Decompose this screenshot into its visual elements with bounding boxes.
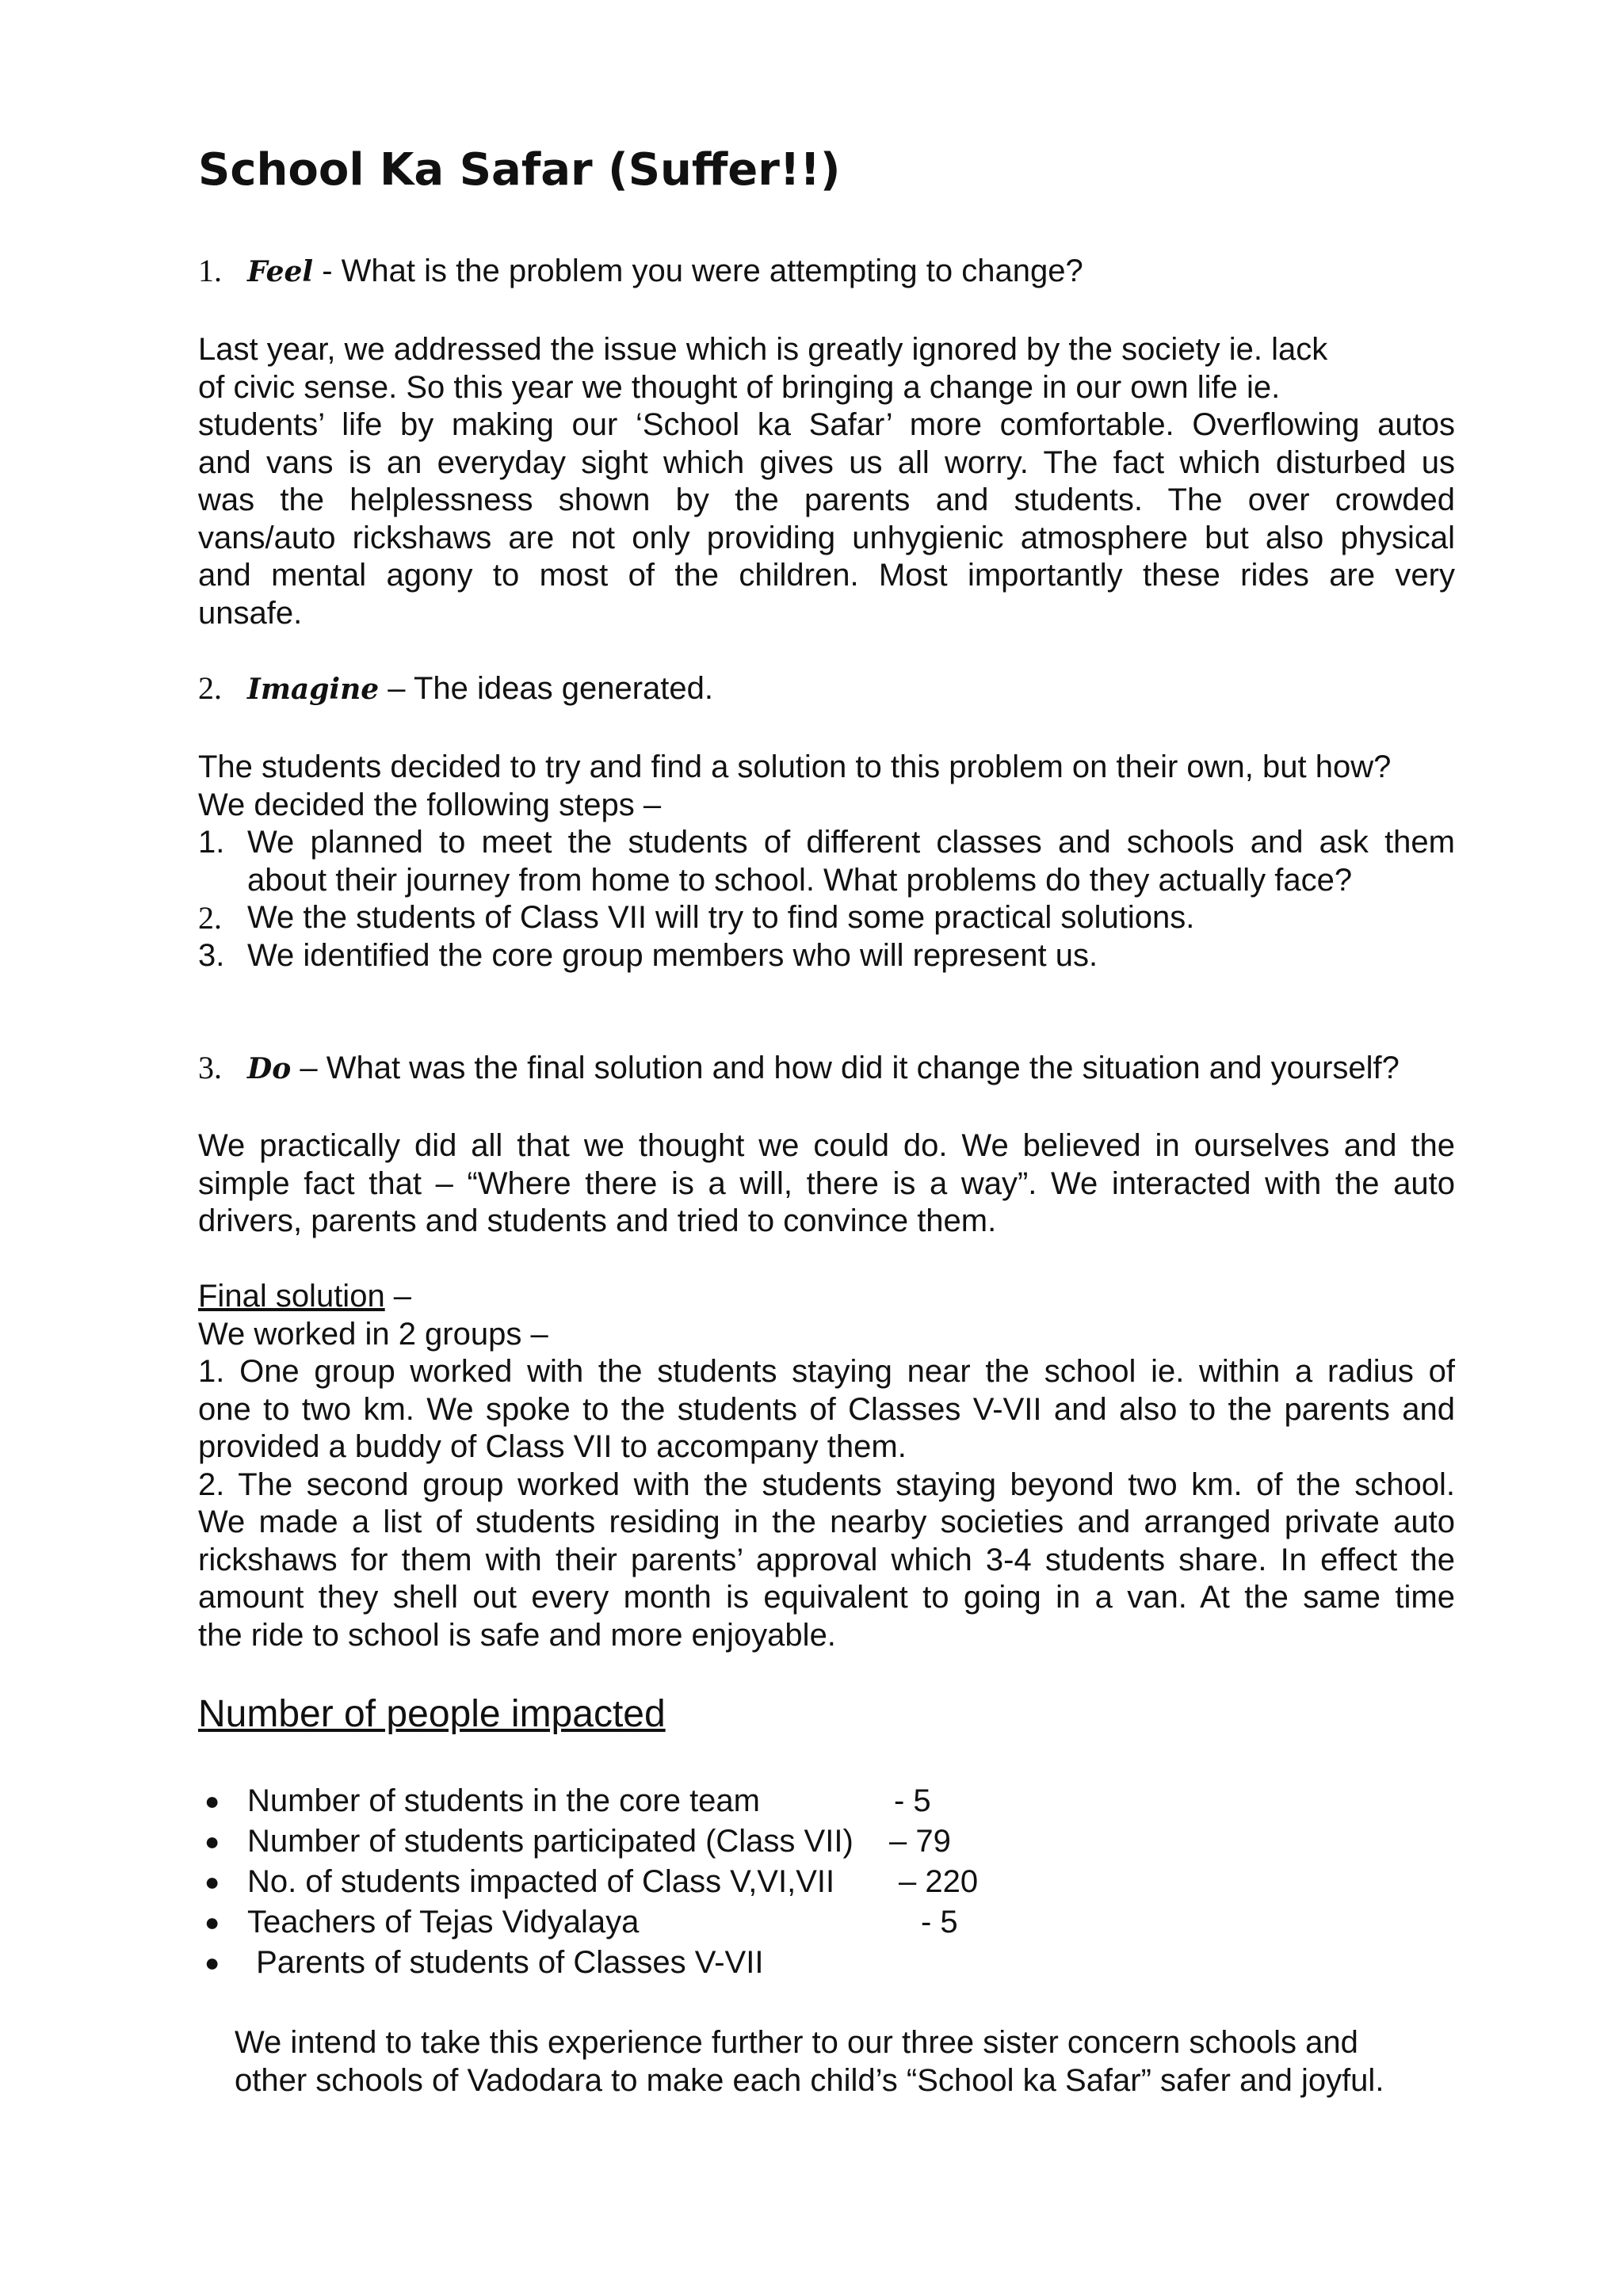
paragraph-line: 1. One group worked with the students staying near the school ie. within a radius of xyxy=(198,1354,1455,1389)
paragraph-line: We intend to take this experience further to our three sister concern schools and xyxy=(235,2025,1358,2060)
section-imagine-heading xyxy=(198,669,713,708)
list-item-line: We planned to meet the students of different classes and schools and ask them xyxy=(247,825,1455,860)
list-item xyxy=(198,937,1455,975)
paragraph-line: We practically did all that we thought we could do. We believed in ourselves and the xyxy=(198,1128,1455,1163)
paragraph-line: and vans is an everyday sight which gives us all worry. The fact which disturbed us xyxy=(198,444,1455,480)
paragraph-line: of civic sense. So this year we thought of bringing a change in our own life ie. xyxy=(198,369,1281,405)
imagine-intro xyxy=(198,749,1455,824)
paragraph-line: drivers, parents and students and tried to convince them. xyxy=(198,1203,997,1238)
section-question: - What is the problem you were attempting to change? xyxy=(313,254,1083,288)
paragraph-line: vans/auto rickshaws are not only providing unhygienic atmosphere but also physical xyxy=(198,520,1455,555)
imagine-steps-list xyxy=(198,824,1455,974)
paragraph-line: and mental agony to most of the children. Most importantly these rides are very xyxy=(198,558,1455,593)
paragraph-line: simple fact that – “Where there is a will, there is a way”. We interacted with the auto xyxy=(198,1165,1455,1201)
paragraph-line: We decided the following steps – xyxy=(198,787,662,822)
impact-label: No. of students impacted of Class V,VI,VII xyxy=(247,1864,835,1899)
feel-paragraph xyxy=(198,331,1455,632)
paragraph-line: was the helplessness shown by the parents and students. The over crowded xyxy=(198,482,1455,517)
list-item-line: We the students of Class VII will try to find some practical solutions. xyxy=(247,900,1195,935)
paragraph-line: Last year, we addressed the issue which is greatly ignored by the society ie. lack xyxy=(198,332,1328,367)
impact-label: Teachers of Tejas Vidyalaya xyxy=(247,1905,640,1939)
section-feel-heading xyxy=(198,252,1083,291)
paragraph-line: provided a buddy of Class VII to accompany them. xyxy=(198,1429,907,1464)
list-item xyxy=(198,824,1455,899)
final-solution-label-line xyxy=(198,1278,1455,1316)
do-paragraph xyxy=(198,1127,1455,1241)
impact-label: Parents of students of Classes V-VII xyxy=(247,1945,764,1980)
paragraph-line: the ride to school is safe and more enjoyable. xyxy=(198,1617,836,1653)
impact-value: - 5 xyxy=(894,1783,931,1818)
bullet-icon: ● xyxy=(204,1908,220,1936)
list-item-line: We identified the core group members who will represent us. xyxy=(247,937,1098,973)
paragraph-line: other schools of Vadodara to make each child’s “School ka Safar” safer and joyful. xyxy=(235,2062,1384,2098)
paragraph-line: We worked in 2 groups – xyxy=(198,1316,548,1352)
list-number: 2. xyxy=(198,900,222,936)
list-item xyxy=(198,899,1455,937)
impact-label: Number of students participated (Class VII) xyxy=(247,1824,854,1859)
list-number: 1. xyxy=(198,825,225,860)
paragraph-line: rickshaws for them with their parents’ approval which 3-4 students share. In effect the xyxy=(198,1542,1455,1577)
bullet-icon: ● xyxy=(204,1827,220,1855)
section-keyword: Imagine xyxy=(247,673,380,706)
final-solution-label: Final solution xyxy=(198,1279,385,1314)
section-keyword: Do xyxy=(247,1052,292,1085)
page-title: School Ka Safar (Suffer!!) xyxy=(198,144,841,196)
paragraph-line: one to two km. We spoke to the students of Classes V-VII and also to the parents and xyxy=(198,1391,1455,1427)
impact-heading: Number of people impacted xyxy=(198,1693,666,1735)
final-solution-block xyxy=(198,1278,1455,1654)
impact-value: - 5 xyxy=(921,1905,958,1939)
paragraph-line: unsafe. xyxy=(198,595,303,631)
section-question: – The ideas generated. xyxy=(379,671,713,706)
bullet-icon: ● xyxy=(204,1867,220,1896)
impact-value: – 79 xyxy=(889,1824,951,1859)
section-number: 3. xyxy=(198,1050,222,1085)
impact-label: Number of students in the core team xyxy=(247,1783,760,1818)
paragraph-line: amount they shell out every month is equivalent to going in a van. At the same time xyxy=(198,1580,1455,1615)
list-item-line: about their journey from home to school. What problems do they actually face? xyxy=(247,862,1353,898)
paragraph-line: 2. The second group worked with the students staying beyond two km. of the school. xyxy=(198,1466,1455,1502)
closing-paragraph xyxy=(235,2024,1384,2100)
final-solution-label-suffix: – xyxy=(384,1279,412,1314)
section-question: – What was the final solution and how did it change the situation and yourself? xyxy=(291,1051,1400,1085)
bullet-icon: ● xyxy=(204,1787,220,1815)
section-do-heading xyxy=(198,1049,1400,1088)
section-number: 1. xyxy=(198,253,222,288)
impact-value: – 220 xyxy=(899,1864,979,1899)
section-keyword: Feel xyxy=(247,255,314,288)
paragraph-line: The students decided to try and find a solution to this problem on their own, but how? xyxy=(198,749,1392,784)
paragraph-line: We made a list of students residing in the nearby societies and arranged private auto xyxy=(198,1505,1455,1539)
paragraph-line: students’ life by making our ‘School ka Safar’ more comfortable. Overflowing autos xyxy=(198,407,1455,442)
bullet-icon: ● xyxy=(204,1948,220,1977)
list-number: 3. xyxy=(198,937,225,973)
section-number: 2. xyxy=(198,670,222,706)
